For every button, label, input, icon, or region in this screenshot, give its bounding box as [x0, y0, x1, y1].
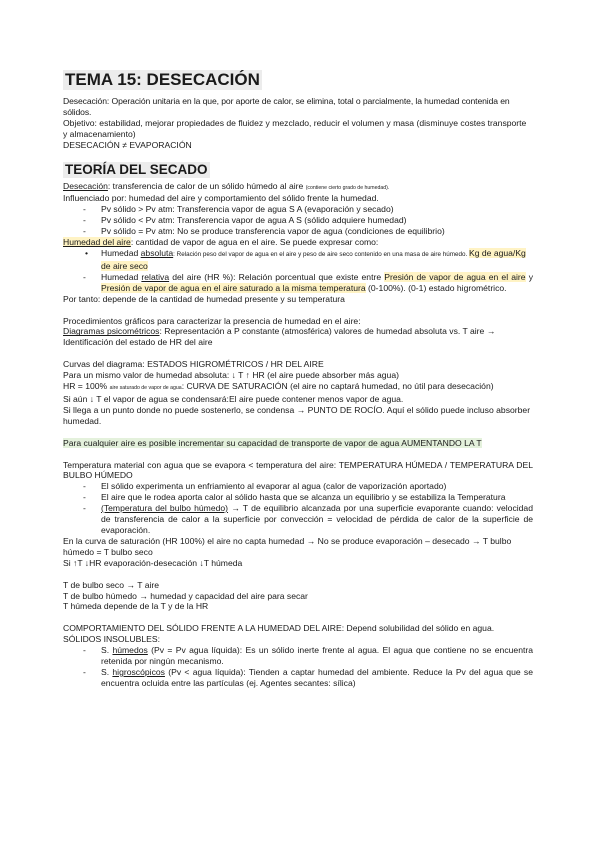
comportamiento-title: COMPORTAMIENTO DEL SÓLIDO FRENTE A LA HUMEDAD DEL AIRE: Depend solubilidad del sólido en agua. — [63, 623, 495, 634]
humedad-absoluta-item: • Humedad absoluta: Relación peso del vapor de agua en el aire y peso de aire seco contenido en una masa de aire húmedo. Kg de agua/Kg de aire seco — [63, 248, 533, 272]
document-page — [63, 70, 533, 689]
insolubles-title: SÓLIDOS INSOLUBLES: — [63, 634, 160, 645]
desecacion-definition: Desecación: transferencia de calor de un sólido húmedo al aire (contiene cierto grado de humedad). — [63, 180, 390, 191]
humedad-list — [63, 248, 533, 294]
list-item: - Pv sólido > Pv atm: Transferencia vapor de agua S A (evaporación y secado) — [63, 204, 533, 215]
teoria-block — [63, 181, 533, 305]
graficos-block — [63, 316, 533, 349]
curvas-line-hr: HR = 100% aire saturado de vapor de agua: CURVA DE SATURACIÓN (el aire no captará humedad, no útil para desecación) — [63, 381, 494, 392]
bulbo-seco-line: T de bulbo seco → T aire — [63, 579, 160, 590]
temperatura-list — [63, 481, 533, 536]
t-humeda-line: T húmeda depende de la T y de la HR — [63, 601, 209, 612]
saturacion-line: En la curva de saturación (HR 100%) el aire no capta humedad → No se produce evaporación – desecado → T bulbo húmedo = T bulbo seco — [63, 535, 512, 557]
curvas-line-4: Si aún ↓ T el vapor de agua se condensará:El aire puede contener menos vapor de agua. — [63, 393, 404, 404]
diagramas-term: Diagramas psicométricos — [63, 326, 160, 337]
section-title: TEORÍA DEL SECADO — [65, 161, 208, 177]
list-item: - S. higroscópicos (Pv < agua líquida): Tienden a captar humedad del ambiente. Reduce la Pv del agua que se encuentra ocluida entre las partículas (ej. Agentes secantes: sílica) — [63, 667, 533, 689]
list-item: - Pv sólido = Pv atm: No se produce transferencia vapor de agua (condiciones de equilibrio) — [63, 226, 533, 237]
pv-list — [63, 204, 533, 237]
bulbo-humedo-definition: - (Temperatura del bulbo húmedo) → T de equilibrio alcanzada por una superficie evaporante cuando: velocidad de transferencia de calor a la superficie por convección = velocidad de pérdida de calor de la superficie de evaporación. — [63, 503, 533, 536]
absoluta-units: Kg de agua/Kg de aire seco — [101, 247, 526, 271]
list-item: - S. húmedos (Pv = Pv agua líquida): Es un sólido inerte frente al agua. El agua que contiene no se encuentra retenida por ningún mecanismo. — [63, 645, 533, 667]
solidos-list — [63, 645, 533, 689]
curvas-block — [63, 359, 533, 426]
intro-distinction: DESECACIÓN ≠ EVAPORACIÓN — [63, 139, 192, 150]
list-item: - El sólido experimenta un enfriamiento al evaporar al agua (calor de vaporización aportado) — [63, 481, 533, 492]
curvas-line-2: Para un mismo valor de humedad absoluta: ↓ T ↑ HR (el aire puede absorber más agua) — [63, 370, 399, 381]
si-line: Si ↑T ↓HR evaporación-desecación ↓T húmeda — [63, 557, 243, 568]
diagramas-line: Diagramas psicométricos: Representación a P constante (atmosférica) valores de humedad absoluta vs. T aire → Identificación del estado de HR del aire — [63, 326, 496, 348]
bulbo-humedo-line: T de bulbo húmedo → humedad y capacidad del aire para secar — [63, 590, 308, 601]
curvas-title: Curvas del diagrama: ESTADOS HIGROMÉTRICOS / HR DEL AIRE — [63, 359, 324, 370]
humedad-aire-term: Humedad del aire — [63, 237, 131, 248]
desecacion-term: Desecación — [63, 180, 108, 191]
highlight-line: Para cualquier aire es posible incrementar su capacidad de transporte de vapor de agua AUMENTANDO LA T — [63, 437, 482, 448]
intro-objective: Objetivo: estabilidad, mejorar propiedades de fluidez y mezclado, reducir el volumen y masa (disminuye costes transporte y almacenamiento) — [63, 117, 527, 139]
humedad-relativa-item: - Humedad relativa del aire (HR %): Relación porcentual que existe entre Presión de vapor de agua en el aire y Presión de vapor de agua en el aire saturado a la misma temperatura (0-100%). (0-1) estado higrométrico. — [63, 272, 533, 294]
intro-block — [63, 96, 533, 151]
humedad-aire-line: Humedad del aire: cantidad de vapor de agua en el aire. Se puede expresar como: — [63, 237, 379, 248]
temperatura-block — [63, 460, 533, 569]
bulbo-block — [63, 580, 533, 613]
page-title: TEMA 15: DESECACIÓN — [65, 70, 260, 89]
intro-definition: Desecación: Operación unitaria en la que, por aporte de calor, se elimina, total o parcialmente, la humedad contenida en sólidos. — [63, 96, 510, 117]
por-tanto-line: Por tanto: depende de la cantidad de humedad presente y su temperatura — [63, 293, 345, 304]
graficos-intro: Procedimientos gráficos para caracterizar la presencia de humedad en el aire: — [63, 315, 361, 326]
influenciado-line: Influenciado por: humedad del aire y comportamiento del sólido frente la humedad. — [63, 193, 379, 204]
list-item: - Pv sólido < Pv atm: Transferencia vapor de agua A S (sólido adquiere humedad) — [63, 215, 533, 226]
curvas-line-5: Si llega a un punto donde no puede sostenerlo, se condensa → PUNTO DE ROCÍO. Aquí el sólido puede incluso absorber humedad. — [63, 404, 531, 426]
list-item: - El aire que le rodea aporta calor al sólido hasta que se alcanza un equilibrio y se estabiliza la Temperatura — [63, 492, 533, 503]
comportamiento-block — [63, 623, 533, 688]
temperatura-intro: Temperatura material con agua que se evapora < temperatura del aire: TEMPERATURA HÚMEDA / TEMPERATURA DEL BULBO HÚMEDO — [63, 459, 533, 481]
